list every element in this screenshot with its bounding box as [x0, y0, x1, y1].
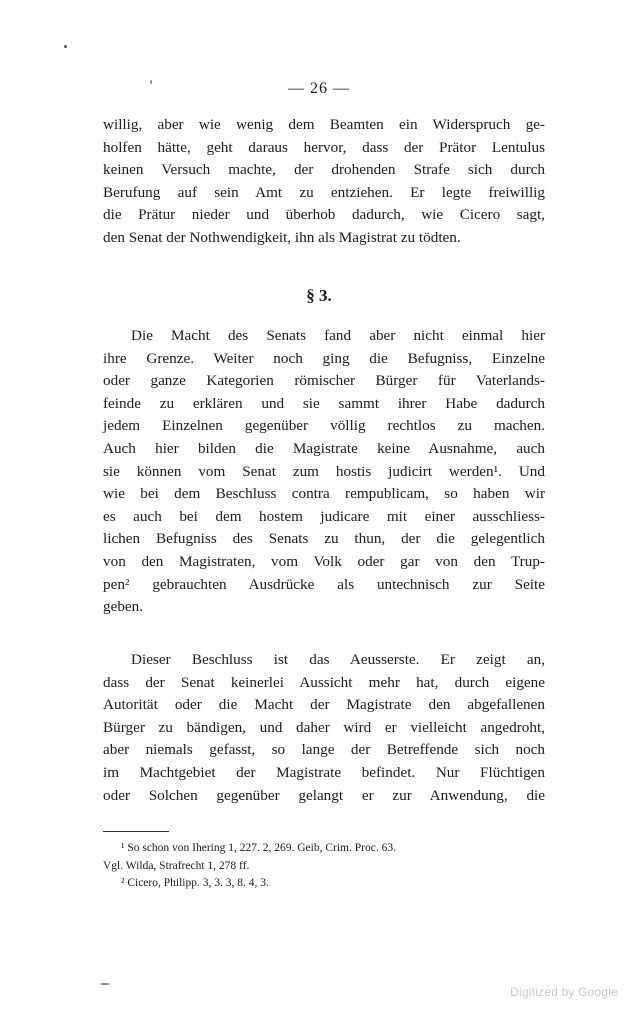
- footnote-1-continued: Vgl. Wilda, Strafrecht 1, 278 ff.: [103, 859, 250, 872]
- paragraph-continued: [103, 114, 545, 250]
- text-line: im Machtgebiet der Magistrate befindet. Nur Flüchtigen: [103, 763, 545, 781]
- footnote-1: ¹ So schon von Ihering 1, 227. 2, 269. Geib, Crim. Proc. 63.: [121, 842, 396, 854]
- digitization-watermark: Digitized by Google: [510, 985, 618, 999]
- text-line: von den Magistraten, vom Volk oder gar von den Trup-: [103, 552, 545, 570]
- text-line: geben.: [103, 598, 144, 616]
- text-line: es auch bei dem hostem judicare mit einer ausschliess-: [103, 507, 545, 525]
- text-line: holfen hätte, geht daraus hervor, dass der Prätor Lentulus: [103, 138, 545, 156]
- text-line: jedem Einzelnen gegenüber völlig rechtlos zu machen.: [103, 417, 545, 435]
- page-number: — 26 —: [288, 80, 350, 97]
- text-line: dass der Senat keinerlei Aussicht mehr hat, durch eigene: [103, 673, 545, 691]
- ink-speck: [64, 45, 67, 48]
- footnotes: [103, 840, 545, 893]
- text-line: willig, aber wie wenig dem Beamten ein Widerspruch ge-: [103, 116, 545, 133]
- paragraph-beschluss: [103, 649, 545, 807]
- text-line: wie bei dem Beschluss contra rempublicam, so haben wir: [103, 485, 545, 503]
- section-heading: § 3.: [306, 286, 332, 305]
- text-line: den Senat der Nothwendigkeit, ihn als Magistrat zu tödten.: [103, 228, 461, 246]
- text-line: oder ganze Kategorien römischer Bürger für Vaterlands-: [103, 372, 545, 390]
- text-line: oder Solchen gegenüber gelangt er zur Anwendung, die: [103, 786, 545, 804]
- text-line: keinen Versuch machte, der drohenden Strafe sich durch: [103, 161, 545, 179]
- text-line: Auch hier bilden die Magistrate keine Ausnahme, auch: [103, 439, 545, 457]
- text-line: Bürger zu bändigen, und daher wird er vielleicht angedroht,: [103, 718, 545, 736]
- text-line: Autorität oder die Macht der Magistrate den abgefallenen: [103, 696, 545, 714]
- text-line: lichen Befugniss des Senats zu thun, der die gelegentlich: [103, 530, 545, 548]
- text-line: ihre Grenze. Weiter noch ging die Befugniss, Einzelne: [103, 349, 545, 367]
- paragraph-section-3: [103, 325, 545, 619]
- text-line: sie können vom Senat zum hostis judicirt werden¹. Und: [103, 462, 545, 480]
- footnote-2: ² Cicero, Philipp. 3, 3. 3, 8. 4, 3.: [121, 877, 269, 889]
- text-line: die Prätur nieder und überhob dadurch, wie Cicero sagt,: [103, 206, 545, 224]
- text-line: aber niemals gefasst, so lange der Betreffende sich noch: [103, 741, 545, 759]
- text-line: Dieser Beschluss ist das Aeusserste. Er zeigt an,: [131, 651, 545, 668]
- footnote-divider: [103, 831, 169, 832]
- text-line: pen² gebrauchten Ausdrücke als untechnisch zur Seite: [103, 575, 545, 593]
- text-line: Berufung auf sein Amt zu entziehen. Er legte freiwillig: [103, 183, 545, 201]
- text-line: feinde zu erklären und sie sammt ihrer Habe dadurch: [103, 394, 545, 412]
- ink-speck: [100, 983, 110, 985]
- text-line: Die Macht des Senats fand aber nicht einmal hier: [131, 327, 545, 344]
